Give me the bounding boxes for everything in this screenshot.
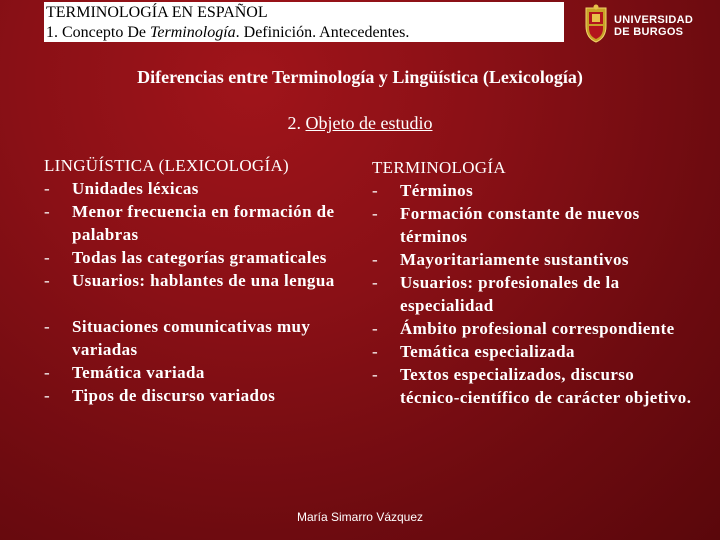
list-item-text: Términos	[400, 181, 474, 200]
linguistics-column	[44, 154, 344, 407]
list-item-text: Situaciones comunicativas muy variadas	[72, 317, 311, 359]
logo-text	[614, 14, 693, 38]
list-item	[44, 269, 344, 292]
bullet-dash: -	[372, 342, 379, 361]
bullet-dash: -	[372, 204, 379, 223]
bullet-dash: -	[372, 250, 379, 269]
header-title: TERMINOLOGÍA EN ESPAÑOL	[46, 4, 268, 21]
list-item-text: Ámbito profesional correspondiente	[400, 319, 675, 338]
terminology-column	[372, 156, 692, 409]
list-item	[372, 340, 692, 363]
slide-subtitle: Diferencias entre Terminología y Lingüística (Lexicología)	[137, 67, 583, 87]
list-item-text: Formación constante de nuevos términos	[400, 204, 640, 246]
logo-line-1: UNIVERSIDAD	[614, 14, 694, 26]
list-item	[372, 202, 692, 248]
university-logo	[578, 2, 720, 48]
bullet-dash: -	[372, 273, 379, 292]
list-item-text: Tipos de discurso variados	[72, 386, 276, 405]
slide-header	[44, 2, 564, 42]
list-item	[44, 177, 344, 200]
bullet-dash: -	[44, 317, 51, 336]
section-label: Objeto de estudio	[305, 113, 433, 133]
header-subtitle-italic: Terminología	[149, 24, 236, 41]
list-item	[44, 246, 344, 269]
list-item-text: Textos especializados, discurso técnico-científico de carácter objetivo.	[400, 365, 692, 407]
header-subtitle-prefix: 1. Concepto De	[46, 24, 150, 41]
logo-line-2: DE BURGOS	[614, 26, 684, 38]
bullet-dash: -	[44, 202, 51, 221]
list-item-text: Temática variada	[72, 363, 205, 382]
list-item-text: Temática especializada	[400, 342, 575, 361]
bullet-dash: -	[372, 365, 379, 384]
list-item	[44, 200, 344, 246]
terminology-list	[372, 179, 692, 409]
list-item-text: Mayoritariamente sustantivos	[400, 250, 629, 269]
list-item-text: Todas las categorías gramaticales	[72, 248, 327, 267]
list-item	[372, 179, 692, 202]
list-item-text: Usuarios: hablantes de una lengua	[72, 271, 335, 290]
bullet-dash: -	[44, 363, 51, 382]
bullet-dash: -	[372, 181, 379, 200]
linguistics-heading: LINGÜÍSTICA (LEXICOLOGÍA)	[44, 156, 289, 175]
linguistics-list	[44, 177, 344, 407]
list-item-text: Unidades léxicas	[72, 179, 199, 198]
list-item-text: Usuarios: profesionales de la especialidad	[400, 273, 620, 315]
header-subtitle	[46, 24, 409, 42]
university-shield-icon	[580, 4, 612, 44]
bullet-dash: -	[44, 271, 51, 290]
section-number: 2.	[287, 113, 306, 133]
bullet-dash: -	[372, 319, 379, 338]
list-item	[44, 384, 344, 407]
list-item	[44, 361, 344, 384]
slide-footer-author: María Simarro Vázquez	[296, 510, 424, 524]
list-item	[372, 248, 692, 271]
list-item	[372, 317, 692, 340]
terminology-heading: TERMINOLOGÍA	[372, 158, 506, 177]
list-item	[372, 363, 692, 409]
header-subtitle-suffix: . Definición. Antecedentes.	[235, 24, 410, 41]
bullet-dash: -	[44, 248, 51, 267]
list-item-text: Menor frecuencia en formación de palabras	[72, 202, 335, 244]
list-item	[44, 315, 344, 361]
list-item	[372, 271, 692, 317]
section-heading	[0, 112, 720, 134]
bullet-dash: -	[44, 386, 51, 405]
bullet-dash: -	[44, 179, 51, 198]
